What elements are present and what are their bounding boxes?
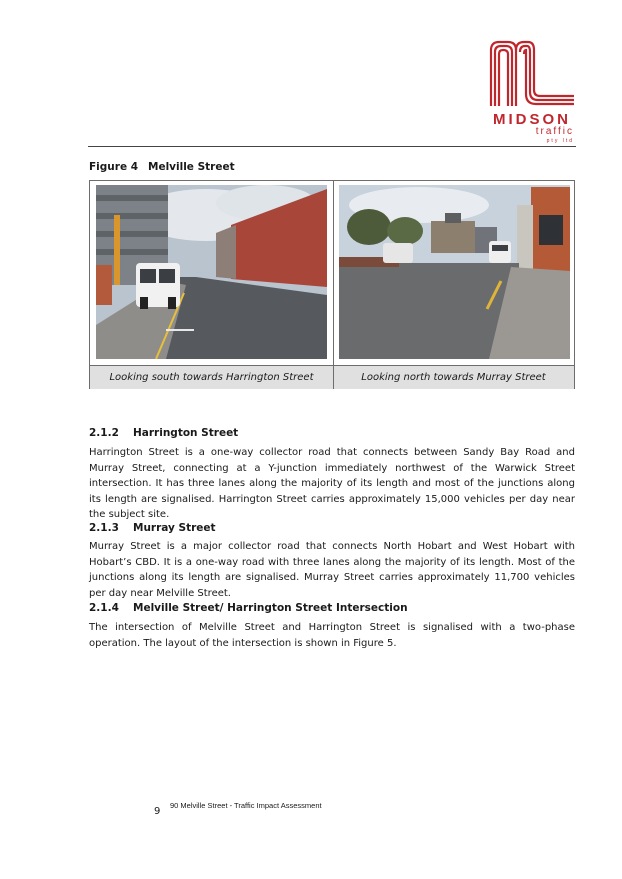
logo-wordmark: MIDSON	[493, 111, 571, 128]
footer-title: 90 Melville Street - Traffic Impact Assessment	[170, 801, 322, 810]
photo-cell-right	[333, 181, 574, 365]
section-title: Murray Street	[133, 522, 216, 534]
section-body-harrington: Harrington Street is a one-way collector road that connects between Sandy Bay Road and Murray Street, connecting at a Y-junction immediately northwest of the Warwick Street intersection. It has three lanes along the majority of its length and most of the junctions along its length are signalised. Harrington Street carries approximately 15,000 vehicles per day near the subject site.	[89, 447, 575, 520]
caption-left: Looking south towards Harrington Street	[90, 366, 334, 389]
photo-looking-north	[339, 185, 570, 359]
section-heading-murray	[89, 522, 216, 534]
figure-title	[89, 161, 235, 173]
section-body-intersection: The intersection of Melville Street and Harrington Street is signalised with a two-phase operation. The layout of the intersection is shown in Figure 5.	[89, 622, 575, 649]
section-title: Harrington Street	[133, 427, 239, 439]
section-heading-intersection	[89, 602, 408, 614]
section-number: 2.1.2	[89, 427, 119, 439]
section-number: 2.1.3	[89, 522, 119, 534]
figure-number: Figure 4	[89, 161, 139, 173]
logo-subtitle-small: pty ltd	[546, 138, 574, 144]
caption-row	[90, 365, 574, 389]
section-title: Melville Street/ Harrington Street Intersection	[133, 602, 408, 614]
section-body-murray: Murray Street is a major collector road that connects North Hobart and West Hobart with Hobart’s CBD. It is a one-way road with three lanes along the majority of its length. Most of the junctions along its length are signalised. Murray Street carries approximately 11,700 vehicles per day near Melville Street.	[89, 541, 575, 599]
photo-cell-left	[90, 181, 334, 365]
photo-looking-south	[96, 185, 327, 359]
section-number: 2.1.4	[89, 602, 119, 614]
figure-table	[89, 180, 575, 389]
figure-name: Melville Street	[148, 161, 235, 173]
header-divider	[88, 146, 576, 147]
section-heading-harrington	[89, 427, 238, 439]
logo-subtitle: traffic	[535, 126, 574, 137]
page-number: 9	[154, 806, 161, 817]
caption-right: Looking north towards Murray Street	[361, 372, 546, 383]
